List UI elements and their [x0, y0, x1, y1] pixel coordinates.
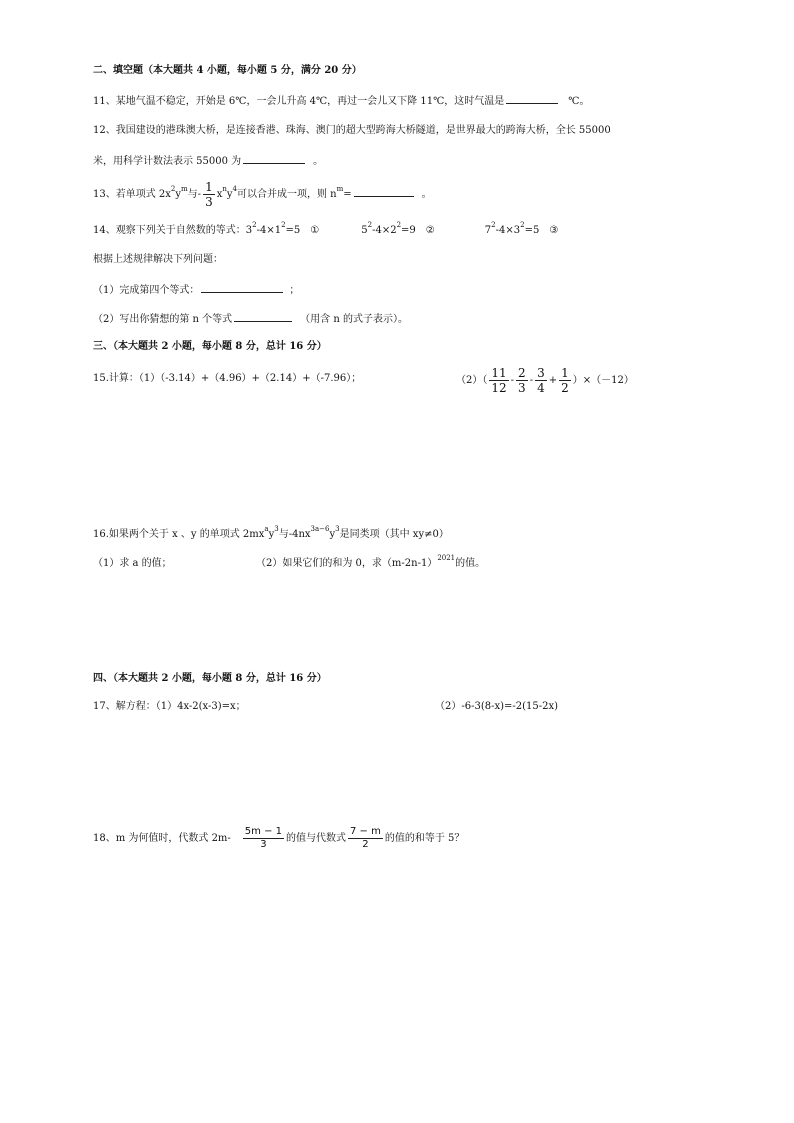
- q17-part2: （2）-6-3(8-x)=-2(15-2x): [435, 701, 559, 712]
- question-12-line2: [93, 153, 323, 169]
- q14-eq3-sup2: 2: [520, 221, 525, 229]
- q15-frac-3: [535, 366, 547, 395]
- q13-y1: y: [175, 189, 182, 200]
- q15-op-2: -: [529, 375, 534, 386]
- q11-answer-blank[interactable]: [506, 93, 558, 104]
- q14-eq1-b: -4×1: [256, 225, 282, 236]
- q15-frac-3-den: 4: [537, 381, 545, 395]
- q13-eq: =: [343, 189, 352, 200]
- q18-frac-1-num: 5m − 1: [244, 826, 282, 837]
- question-14: [93, 221, 559, 238]
- q11-text: 11、某地气温不稳定，开始是 6℃，一会儿升高 4℃，再过一会儿又下降 11℃，这时气温是: [93, 96, 505, 107]
- question-12-line1: 12、我国建设的港珠澳大桥，是连接香港、珠海、澳门的超大型跨海大桥隧道，是世界最大的跨海大桥，全长 55000: [93, 125, 611, 136]
- section-2-title: 二、填空题（本大题共 4 小题，每小题 5 分，满分 20 分）: [93, 65, 362, 76]
- q11-unit: ℃。: [568, 96, 590, 107]
- question-13: [93, 180, 432, 209]
- q13-answer-blank[interactable]: [354, 186, 414, 197]
- q12-answer-blank[interactable]: [243, 153, 305, 164]
- q14-eq1: [245, 221, 301, 236]
- q13-x2: x: [216, 189, 223, 200]
- q18-frac-2-num: 7 − m: [350, 826, 381, 837]
- q16-part2-end: 的值。: [455, 558, 486, 569]
- q14-part1-end: ；: [289, 285, 300, 296]
- q13-suffix: 可以合并成一项，则 n: [236, 189, 337, 200]
- q14-eq3: [484, 221, 540, 236]
- q13-y2: y: [226, 189, 233, 200]
- q13-mid: 与-: [187, 189, 202, 200]
- question-18: [93, 824, 464, 854]
- q14-eq2: [361, 221, 416, 236]
- q17-part1: 17、解方程：（1）4x-2(x-3)=x；: [93, 701, 246, 712]
- q14-eq3-c: =5: [524, 225, 540, 236]
- q16-sup-2021: 2021: [437, 554, 456, 562]
- q18-frac-1: [243, 826, 284, 851]
- q16-suffix: 是同类项（其中 xy≠0）: [339, 529, 449, 540]
- q14-prefix: 14、观察下列关于自然数的等式：: [93, 225, 246, 236]
- q16-prefix: 16.如果两个关于 x 、y 的单项式 2mx: [93, 529, 265, 540]
- q15-frac-3-num: 3: [537, 366, 545, 380]
- q15-part2-label: （2）（: [456, 375, 488, 386]
- q13-sup-m: m: [181, 185, 188, 193]
- q14-part1-text: （1）完成第四个等式：: [93, 285, 200, 296]
- q14-part2: [93, 311, 408, 327]
- q15-frac-2: [516, 366, 528, 395]
- q14-rule: 根据上述规律解决下列问题：: [93, 254, 223, 265]
- q16-sup-3a: 3: [274, 525, 279, 533]
- q15-frac-2-num: 2: [518, 366, 526, 380]
- q13-prefix: 13、若单项式 2x: [93, 189, 171, 200]
- q16-part2-text: （2）如果它们的和为 0，求（m-2n-1）: [256, 558, 438, 569]
- q18-suffix: 的值的和等于 5？: [384, 833, 465, 844]
- q14-eq2-c: =9: [401, 225, 416, 236]
- q16-y2: y: [329, 529, 336, 540]
- q14-eq1-a: 3: [245, 225, 253, 236]
- q15-frac-2-den: 3: [518, 381, 526, 395]
- q13-end: 。: [421, 189, 432, 200]
- q16-sup-3a6: 3a−6: [310, 525, 330, 533]
- q15-part1: 15.计算：（1）（-3.14）+（4.96）+（2.14）+（-7.96）；: [93, 373, 362, 384]
- q12-end: 。: [313, 156, 324, 167]
- q15-frac-4-den: 2: [561, 381, 569, 395]
- q13-frac-den: 3: [205, 195, 213, 209]
- q14-eq3-sup1: 2: [491, 221, 496, 229]
- q14-eq1-c: =5: [285, 225, 301, 236]
- q14-part1: [93, 282, 299, 298]
- q16-part2: [256, 554, 486, 571]
- q18-mid: 的值与代数式: [286, 833, 346, 844]
- q14-part1-blank[interactable]: [201, 282, 283, 293]
- q14-mark-3: ③: [549, 225, 559, 236]
- q14-mark-2: ②: [425, 225, 435, 236]
- q15-frac-1-den: 12: [491, 381, 507, 395]
- q13-fraction: [203, 180, 215, 209]
- q15-frac-1: [489, 366, 508, 395]
- q15-op-1: -: [510, 375, 515, 386]
- q14-eq2-a: 5: [361, 225, 368, 236]
- q16-sup-3b: 3: [335, 525, 340, 533]
- q13-sup-4: 4: [232, 185, 237, 193]
- q14-eq1-sup1: 2: [252, 221, 257, 229]
- q14-eq3-a: 7: [484, 225, 492, 236]
- q14-eq3-b: -4×3: [495, 225, 521, 236]
- q15-part2: [456, 366, 634, 395]
- q15-frac-4-num: 1: [561, 366, 569, 380]
- q18-prefix: 18、m 为何值时，代数式 2m-: [93, 833, 231, 844]
- q12-text: 米，用科学计数法表示 55000 为: [93, 156, 242, 167]
- section-4-title: 四、（本大题共 2 小题，每小题 8 分，总计 16 分）: [93, 673, 327, 684]
- q15-tail: ）×（－12）: [572, 375, 634, 386]
- q18-frac-2-den: 2: [362, 839, 369, 850]
- section-3-title: 三、（本大题共 2 小题，每小题 8 分，总计 16 分）: [93, 341, 327, 352]
- q13-sup-nm: m: [336, 185, 344, 193]
- q14-eq2-sup1: 2: [367, 221, 373, 229]
- q14-eq2-sup2: 2: [396, 221, 402, 229]
- q18-frac-2: [348, 826, 383, 851]
- q14-part2-end: （用含 n 的式子表示）。: [300, 314, 408, 325]
- q13-sup-n: n: [222, 185, 227, 193]
- q16-sup-a: a: [264, 525, 269, 533]
- q15-op-3: +: [548, 375, 558, 386]
- q15-frac-1-num: 11: [491, 366, 507, 380]
- q18-frac-1-den: 3: [260, 839, 267, 850]
- q13-sup-2: 2: [170, 185, 176, 193]
- q14-part2-text: （2）写出你猜想的第 n 个等式: [93, 314, 233, 325]
- question-11: [93, 93, 589, 109]
- q14-mark-1: ①: [310, 225, 320, 236]
- q14-eq1-sup2: 2: [281, 221, 286, 229]
- q16-part1: （1）求 a 的值；: [93, 558, 172, 569]
- q14-eq2-b: -4×2: [372, 225, 397, 236]
- q16-mid: 与-4nx: [278, 529, 311, 540]
- q15-frac-4: [559, 366, 571, 395]
- question-16: [93, 525, 449, 542]
- q16-y1: y: [268, 529, 275, 540]
- q14-part2-blank[interactable]: [234, 311, 292, 322]
- q13-frac-num: 1: [205, 180, 213, 194]
